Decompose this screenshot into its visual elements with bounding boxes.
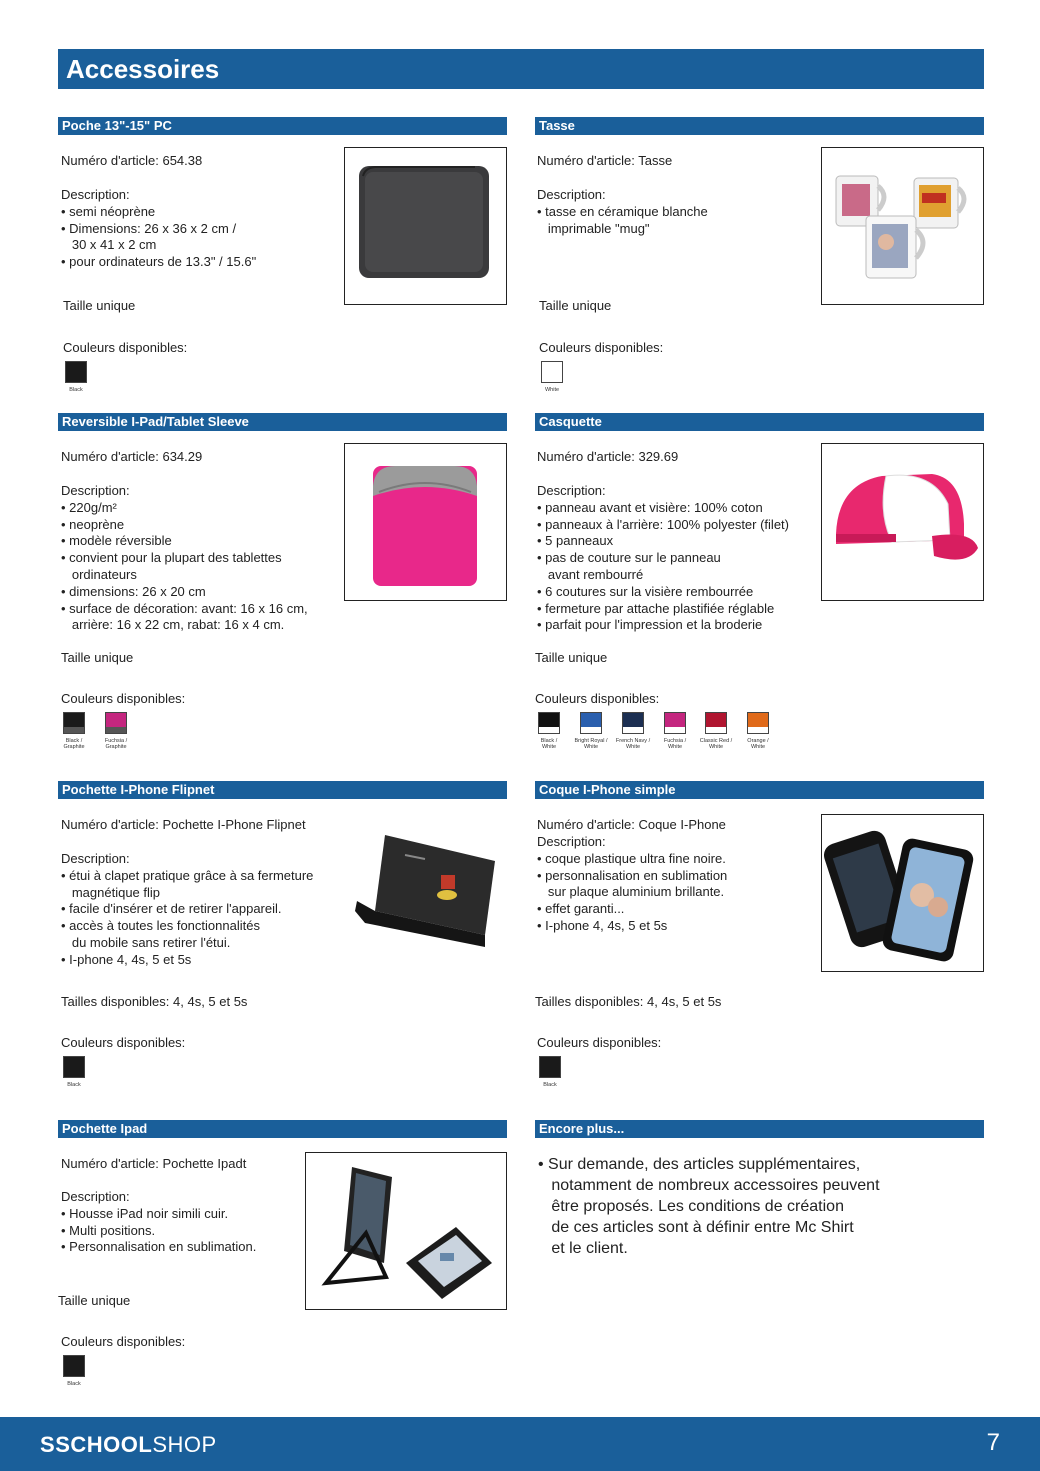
- colors-label-coque: Couleurs disponibles:: [537, 1035, 662, 1050]
- description-casquette: Description: • panneau avant et visière: 100% coton • panneaux à l'arrière: 100% polyester (filet) • 5 panneaux • pas de couture sur le panneau avant rembourré • 6 coutures sur la visière rembourrée • fermeture par attache plastifiée réglable • parfait pour l'impression et la broderie: [537, 483, 789, 633]
- colors-label-flipnet: Couleurs disponibles:: [61, 1035, 186, 1050]
- color-swatch[interactable]: [65, 361, 87, 383]
- color-swatch-label: Black: [67, 1381, 81, 1387]
- description-coque: Description: • coque plastique ultra fine noire. • personnalisation en sublimation sur plaque aluminium brillante. • effet garanti... • I-phone 4, 4s, 5 et 5s: [537, 834, 728, 933]
- logo-text-bold: SCHOOL: [55, 1432, 153, 1457]
- logo-text-light: SHOP: [152, 1432, 217, 1457]
- color-swatch-label: Black: [69, 387, 83, 393]
- color-swatch[interactable]: [664, 712, 686, 734]
- description-flipnet: Description: • étui à clapet pratique grâce à sa fermeture magnétique flip • facile d'insérer et de retirer l'appareil. • accès à toutes les fonctionnalités du mobile sans retirer l'étui. • I-phone 4, 4s, 5 et 5s: [61, 851, 314, 967]
- section-title-sleeve: Reversible I-Pad/Tablet Sleeve: [58, 413, 507, 431]
- article-number-casquette: Numéro d'article: 329.69: [537, 449, 679, 464]
- colors-label-sleeve: Couleurs disponibles:: [61, 691, 186, 706]
- schoolshop-logo[interactable]: [40, 1432, 217, 1458]
- page-title: Accessoires: [66, 54, 220, 84]
- colors-label-ipad: Couleurs disponibles:: [61, 1334, 186, 1349]
- size-tasse: Taille unique: [539, 298, 612, 313]
- description-encore: • Sur demande, des articles supplémentaires, notamment de nombreux accessoires peuvent être proposés. Les conditions de création de ces articles sont à définir entre Mc Shirt et le client.: [538, 1156, 880, 1257]
- colors-label-poche: Couleurs disponibles:: [63, 340, 188, 355]
- description-sleeve: Description: • 220g/m² • neoprène • modèle réversible • convient pour la plupart des tablettes ordinateurs • dimensions: 26 x 20 cm • surface de décoration: avant: 16 x 16 cm, arrière: 16 x 22 cm, rabat: 16 x 4 cm.: [61, 483, 308, 633]
- section-title-ipad: Pochette Ipad: [58, 1120, 507, 1138]
- color-swatch-label: Black / Graphite: [63, 738, 85, 750]
- article-number-tasse: Numéro d'article: Tasse: [537, 153, 673, 168]
- product-image-cap: [821, 443, 984, 601]
- color-swatch[interactable]: [705, 712, 727, 734]
- color-swatch-label: Fuchsia / White: [663, 738, 687, 750]
- color-swatch[interactable]: [541, 361, 563, 383]
- size-poche: Taille unique: [63, 298, 136, 313]
- color-swatch[interactable]: [622, 712, 644, 734]
- product-image-mugs: [821, 147, 984, 305]
- color-swatch-label: Fuchsia / Graphite: [104, 738, 128, 750]
- section-title-tasse: Tasse: [535, 117, 984, 135]
- description-tasse: Description: • tasse en céramique blanche imprimable "mug": [537, 187, 708, 236]
- section-title-poche: Poche 13"-15" PC: [58, 117, 507, 135]
- color-swatch-label: Black: [67, 1082, 81, 1088]
- article-number-ipad: Numéro d'article: Pochette Ipadt: [61, 1156, 247, 1171]
- color-swatch-label: White: [544, 387, 560, 393]
- color-swatch[interactable]: [747, 712, 769, 734]
- color-swatch-label: Classic Red / White: [699, 738, 733, 750]
- colors-label-tasse: Couleurs disponibles:: [539, 340, 664, 355]
- color-swatch[interactable]: [63, 1056, 85, 1078]
- size-casquette: Taille unique: [535, 650, 608, 665]
- color-swatch[interactable]: [63, 712, 85, 734]
- product-image-phone-case: [821, 814, 984, 972]
- size-flipnet: Tailles disponibles: 4, 4s, 5 et 5s: [61, 994, 248, 1009]
- article-number-poche: Numéro d'article: 654.38: [61, 153, 203, 168]
- color-swatch[interactable]: [538, 712, 560, 734]
- section-title-encore: Encore plus...: [535, 1120, 984, 1138]
- footer-bar: [0, 1417, 1040, 1471]
- color-swatch-label: French Navy / White: [615, 738, 651, 750]
- page-number: 7: [986, 1429, 1000, 1456]
- section-title-coque: Coque I-Phone simple: [535, 781, 984, 799]
- logo-swoosh-icon: S: [40, 1432, 56, 1457]
- color-swatch-label: Orange / White: [747, 738, 769, 750]
- color-swatch[interactable]: [63, 1355, 85, 1377]
- size-coque: Tailles disponibles: 4, 4s, 5 et 5s: [535, 994, 722, 1009]
- color-swatch[interactable]: [580, 712, 602, 734]
- color-swatch[interactable]: [105, 712, 127, 734]
- size-ipad: Taille unique: [58, 1293, 131, 1308]
- colors-label-casquette: Couleurs disponibles:: [535, 691, 660, 706]
- product-image-flip-case: [344, 814, 507, 972]
- article-number-coque: Numéro d'article: Coque I-Phone: [537, 817, 726, 832]
- article-number-sleeve: Numéro d'article: 634.29: [61, 449, 203, 464]
- color-swatch-label: Black / White: [540, 738, 558, 750]
- size-sleeve: Taille unique: [61, 650, 134, 665]
- section-title-casquette: Casquette: [535, 413, 984, 431]
- color-swatch[interactable]: [539, 1056, 561, 1078]
- product-image-ipad-case: [305, 1152, 507, 1310]
- description-ipad: Description: • Housse iPad noir simili cuir. • Multi positions. • Personnalisation en sublimation.: [61, 1189, 257, 1255]
- color-swatch-label: Black: [543, 1082, 557, 1088]
- color-swatch-label: Bright Royal / White: [574, 738, 608, 750]
- page-title-bar: [58, 49, 984, 89]
- product-image-tablet-sleeve: [344, 443, 507, 601]
- article-number-flipnet: Numéro d'article: Pochette I-Phone Flipnet: [61, 817, 306, 832]
- product-image-laptop-sleeve: [344, 147, 507, 305]
- section-title-flipnet: Pochette I-Phone Flipnet: [58, 781, 507, 799]
- description-poche: Description: • semi néoprène • Dimensions: 26 x 36 x 2 cm / 30 x 41 x 2 cm • pour ordinateurs de 13.3" / 15.6": [61, 187, 257, 270]
